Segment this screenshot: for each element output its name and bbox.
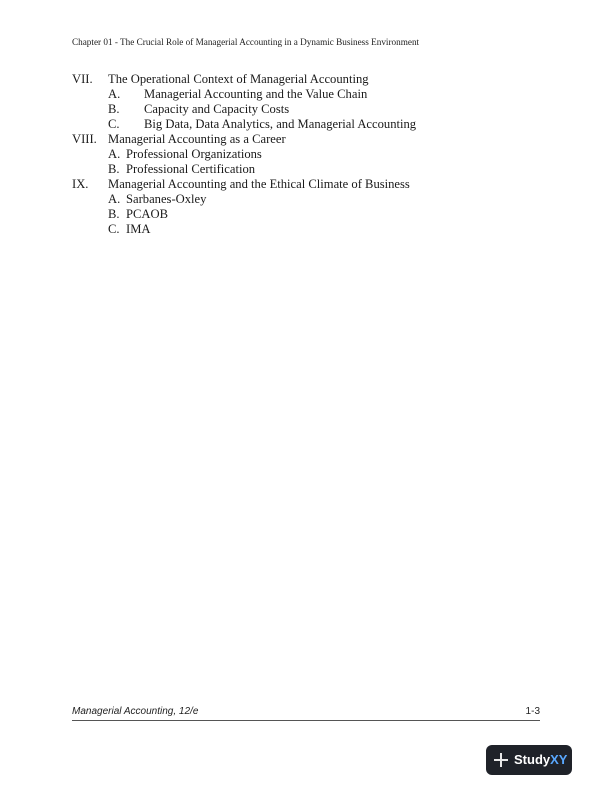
subitem-text: Capacity and Capacity Costs: [144, 102, 290, 116]
subitem-text: PCAOB: [126, 207, 168, 221]
subitem-letter: B.: [108, 162, 120, 176]
page-header: Chapter 01 - The Crucial Role of Managerial Accounting in a Dynamic Business Environment: [72, 37, 420, 47]
subitem-letter: B.: [108, 207, 120, 221]
subitem-letter: B.: [108, 102, 120, 116]
badge-brand-xy: XY: [550, 752, 568, 767]
outline-section: [72, 132, 542, 147]
footer-page-number: 1-3: [525, 706, 540, 717]
subitem-text: Professional Certification: [126, 162, 256, 176]
outline-subitem: [72, 102, 542, 117]
outline-subitem: [72, 87, 542, 102]
outline-subitem: [72, 117, 542, 132]
subitem-letter: C.: [108, 117, 120, 131]
subitem-text: Sarbanes-Oxley: [126, 192, 207, 206]
subitem-letter: A.: [108, 147, 121, 161]
outline-subitem: [72, 162, 542, 177]
page-footer: [72, 705, 540, 721]
section-title: The Operational Context of Managerial Accounting: [108, 72, 369, 86]
section-numeral: VII.: [72, 72, 93, 86]
outline-subitem: [72, 147, 542, 162]
subitem-text: Big Data, Data Analytics, and Managerial Accounting: [144, 117, 417, 131]
badge-brand: [514, 752, 567, 767]
outline-subitem: [72, 222, 542, 237]
subitem-text: Managerial Accounting and the Value Chain: [144, 87, 368, 101]
section-numeral: VIII.: [72, 132, 97, 146]
outline-subitem: [72, 207, 542, 222]
footer-book-title: Managerial Accounting, 12/e: [72, 706, 199, 717]
subitem-letter: C.: [108, 222, 120, 236]
badge-brand-study: Study: [514, 752, 551, 767]
subitem-text: Professional Organizations: [126, 147, 262, 161]
plus-icon: [494, 753, 508, 767]
outline-subitem: [72, 192, 542, 207]
subitem-letter: A.: [108, 87, 121, 101]
section-title: Managerial Accounting and the Ethical Climate of Business: [108, 177, 410, 191]
subitem-text: IMA: [126, 222, 151, 236]
chapter-outline: [72, 72, 542, 237]
outline-section: [72, 72, 542, 87]
studyxy-badge[interactable]: [486, 745, 572, 775]
section-numeral: IX.: [72, 177, 89, 191]
section-title: Managerial Accounting as a Career: [108, 132, 286, 146]
outline-section: [72, 177, 542, 192]
subitem-letter: A.: [108, 192, 121, 206]
